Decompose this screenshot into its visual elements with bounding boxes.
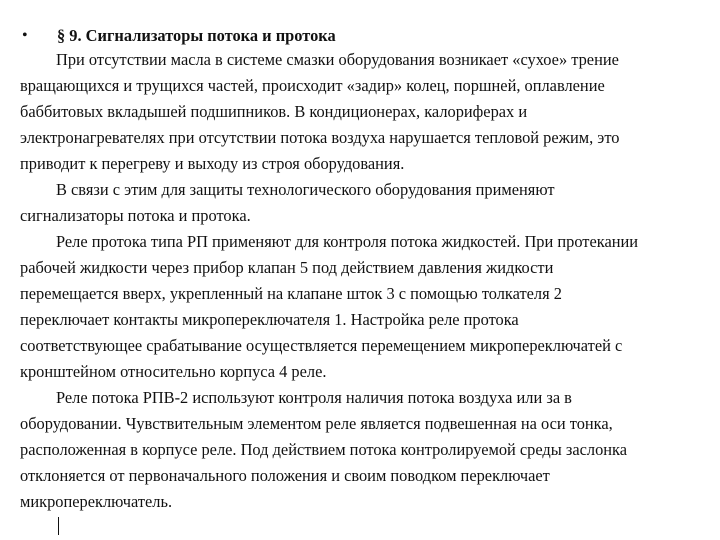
paragraph-1-line-3: баббитовых вкладышей подшипников. В кондиционерах, калориферах и xyxy=(20,102,528,121)
paragraph-2-line-2: сигнализаторы потока и протока. xyxy=(20,206,251,225)
paragraph-4-line-3: расположенная в корпусе реле. Под действием потока контролируемой среды заслонка xyxy=(20,440,628,459)
paragraph-1-line-5: приводит к перегреву и выходу из строя оборудования. xyxy=(20,154,405,173)
paragraph-4-line-5: микропереключатель. xyxy=(20,492,173,511)
paragraph-3-line-3: перемещается вверх, укрепленный на клапане шток 3 с помощью толкателя 2 xyxy=(20,284,562,303)
paragraph-3-line-2: рабочей жидкости через прибор клапан 5 под действием давления жидкости xyxy=(20,258,554,277)
paragraph-2-line-1: В связи с этим для защиты технологического оборудования применяют xyxy=(56,180,555,199)
paragraph-4-line-1: Реле потока РПВ-2 используют контроля наличия потока воздуха или за в xyxy=(56,388,572,407)
paragraph-3-line-5: соответствующее срабатывание осуществляется перемещением микропереключатей с xyxy=(20,336,623,355)
paragraph-1-line-4: электронагревателях при отсутствии потока воздуха нарушается тепловой режим, это xyxy=(20,128,620,147)
paragraph-1-line-1: При отсутствии масла в системе смазки оборудования возникает «сухое» трение xyxy=(56,50,619,69)
paragraph-4-line-2: оборудовании. Чувствительным элементом реле является подвешенная на оси тонка, xyxy=(20,414,613,433)
text-cursor xyxy=(58,517,59,535)
paragraph-1-line-2: вращающихся и трущихся частей, происходит «задир» колец, поршней, оплавление xyxy=(20,76,605,95)
paragraph-3-line-1: Реле протока типа РП применяют для контроля потока жидкостей. При протекании xyxy=(56,232,639,251)
paragraph-3-line-6: кронштейном относительно корпуса 4 реле. xyxy=(20,362,327,381)
bullet-marker: • xyxy=(22,27,28,44)
paragraph-4-line-4: отклоняется от первоначального положения и своим поводком переключает xyxy=(20,466,550,485)
paragraph-3-line-4: переключает контакты микропереключателя 1. Настройка реле протока xyxy=(20,310,519,329)
section-heading: § 9. Сигнализаторы потока и протока xyxy=(57,26,336,45)
